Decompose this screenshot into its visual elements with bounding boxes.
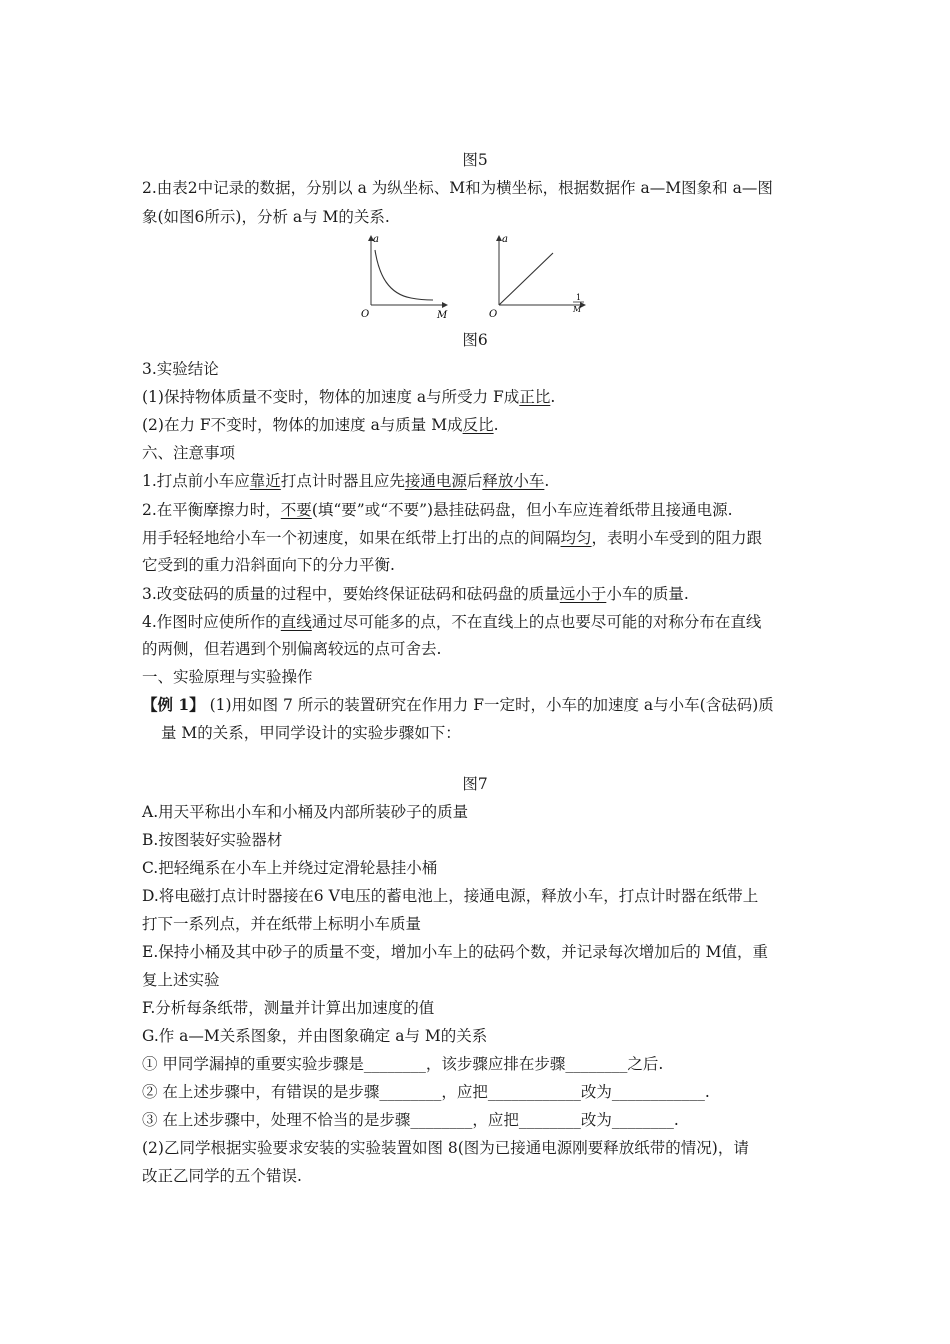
question-3: ③ 在上述步骤中，处理不恰当的是步骤________，应把________改为________. — [142, 1111, 679, 1129]
question-1: ① 甲同学漏掉的重要实验步骤是________，该步骤应排在步骤________之后. — [142, 1055, 664, 1073]
answer-inverse: 反比 — [462, 416, 494, 434]
conclusion-2: (2)在力 F不变时，物体的加速度 a与质量 M成反比. — [142, 416, 499, 434]
step-a: A.用天平称出小车和小桶及内部所装砂子的质量 — [142, 803, 469, 821]
example-1-line-1: 【例 1】 (1)用如图 7 所示的装置研究在作用力 F一定时，小车的加速度 a与小车(含砝码)质 — [142, 695, 774, 714]
step-e-line-2: 复上述实验 — [142, 971, 220, 989]
left-origin-label: O — [361, 309, 370, 320]
question-2: ② 在上述步骤中，有错误的是步骤________，应把____________改为____________. — [142, 1083, 710, 1101]
left-x-axis-label: M — [437, 310, 448, 321]
figure-6-caption: 图6 — [462, 331, 488, 349]
note-2-line-2: 用手轻轻地给小车一个初速度，如果在纸带上打出的点的间隔均匀，表明小车受到的阻力跟 — [142, 529, 763, 547]
part-1-title: 一、实验原理与实验操作 — [142, 668, 313, 686]
figure-5-caption: 图5 — [462, 151, 488, 169]
left-y-axis-label: a — [373, 234, 379, 245]
paragraph-2-line-2: 象(如图6所示)，分析 a与 M的关系. — [142, 208, 390, 226]
example-1-line-2: 量 M的关系，甲同学设计的实验步骤如下： — [161, 724, 461, 742]
proportional-line — [499, 253, 553, 305]
right-x-axis-denominator: M — [573, 305, 582, 314]
right-origin-label: O — [489, 309, 498, 320]
answer-proportional: 正比 — [519, 388, 551, 406]
step-g: G.作 a—M关系图象，并由图象确定 a与 M的关系 — [142, 1027, 488, 1045]
inverse-curve — [375, 250, 433, 300]
section-6-title: 六、注意事项 — [142, 444, 236, 462]
note-2-line-3: 它受到的重力沿斜面向下的分力平衡. — [142, 556, 395, 574]
step-d-line-2: 打下一系列点，并在纸带上标明小车质量 — [142, 915, 422, 933]
conclusion-1: (1)保持物体质量不变时，物体的加速度 a与所受力 F成正比. — [142, 388, 556, 406]
a-vs-inverse-m-graph — [489, 234, 585, 320]
step-b: B.按图装好实验器材 — [142, 831, 283, 849]
right-x-axis-numerator: 1 — [576, 293, 582, 302]
a-vs-m-graph — [361, 234, 448, 321]
right-y-axis-label: a — [502, 234, 508, 245]
part-2-line-1: (2)乙同学根据实验要求安装的实验装置如图 8(图为已接通电源刚要释放纸带的情况)，请 — [142, 1139, 749, 1157]
figure-7-caption: 图7 — [462, 775, 488, 793]
step-e-line-1: E.保持小桶及其中砂子的质量不变，增加小车上的砝码个数，并记录每次增加后的 M值，重 — [142, 943, 769, 961]
note-1: 1.打点前小车应靠近打点计时器且应先接通电源后释放小车. — [142, 472, 550, 490]
step-c: C.把轻绳系在小车上并绕过定滑轮悬挂小桶 — [142, 859, 438, 877]
paragraph-2-line-1: 2.由表2中记录的数据，分别以 a 为纵坐标、M和为横坐标，根据数据作 a—M图象和 a—图 — [142, 179, 773, 197]
note-4-line-2: 的两侧，但若遇到个别偏离较远的点可舍去. — [142, 640, 442, 658]
step-d-line-1: D.将电磁打点计时器接在6 V电压的蓄电池上，接通电源，释放小车，打点计时器在纸带上 — [142, 887, 759, 905]
step-f: F.分析每条纸带，测量并计算出加速度的值 — [142, 999, 435, 1017]
note-4-line-1: 4.作图时应使所作的直线通过尽可能多的点，不在直线上的点也要尽可能的对称分布在直线 — [142, 613, 762, 631]
section-3-title: 3.实验结论 — [142, 360, 219, 378]
figure-6-graphs — [355, 228, 605, 323]
note-3: 3.改变砝码的质量的过程中，要始终保证砝码和砝码盘的质量远小于小车的质量. — [142, 585, 689, 603]
example-tag: 【例 1】 — [142, 695, 205, 714]
part-2-line-2: 改正乙同学的五个错误. — [142, 1167, 302, 1185]
note-2-line-1: 2.在平衡摩擦力时，不要(填“要”或“不要”)悬挂砝码盘，但小车应连着纸带且接通电源. — [142, 501, 733, 519]
